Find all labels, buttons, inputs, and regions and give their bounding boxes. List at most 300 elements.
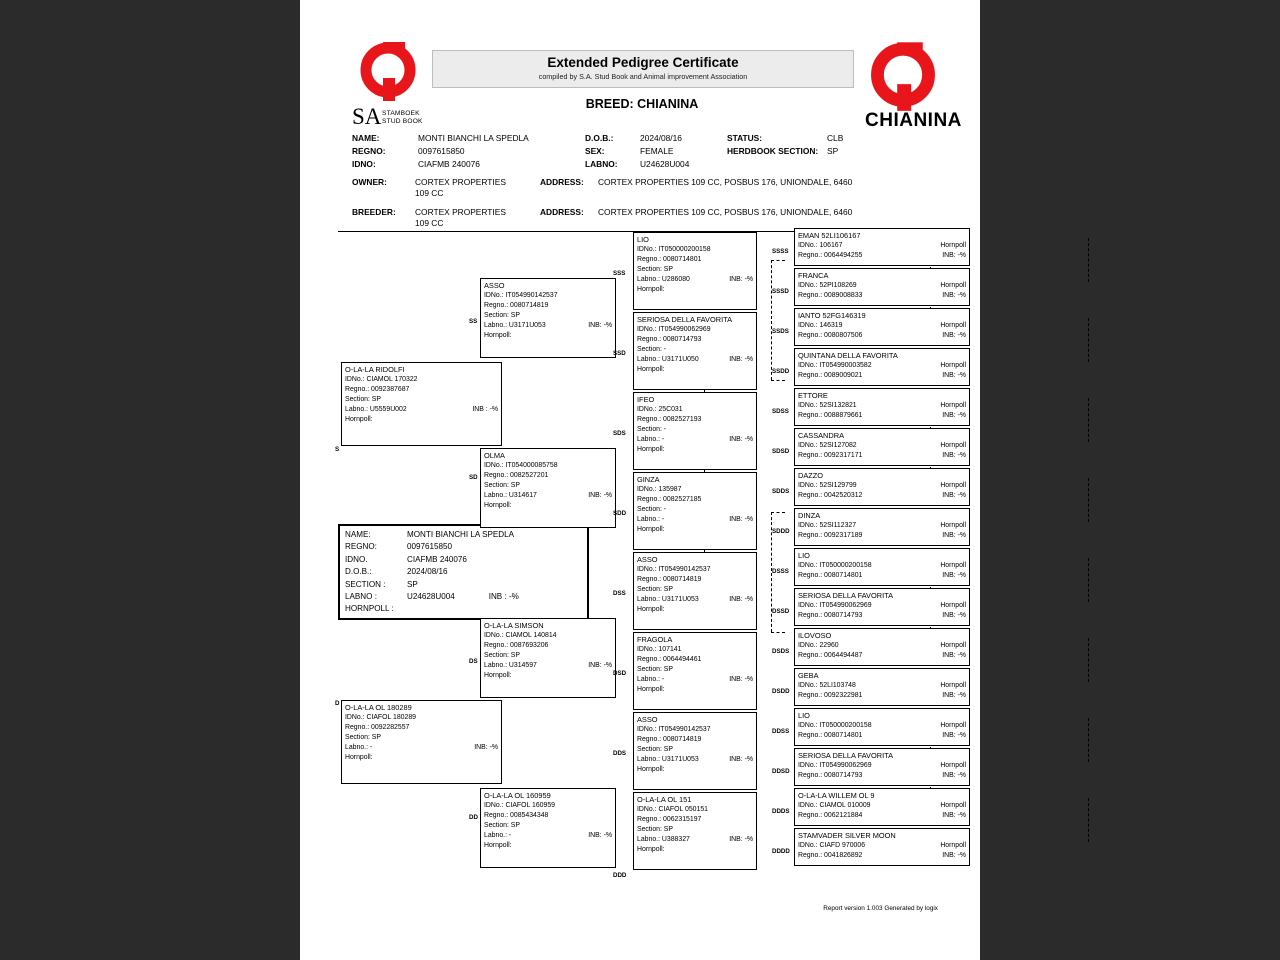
breed-line: BREED: CHIANINA [585,97,699,111]
idno-label: IDNO: [352,159,376,169]
ancestor-box-sdd [633,472,757,550]
ancestor-inb: INB: -% [942,532,966,539]
ancestor-idno: IDNo.: IT054000085758 [484,462,558,469]
gen4-code-ddds: DDDS [772,808,790,815]
ancestor-hornpoll: Hornpoll [940,762,966,769]
title-banner [432,50,854,88]
connector [1088,238,1089,282]
gen4-code-ddsd: DDSD [772,768,790,775]
ancestor-name: GEBA [798,671,819,680]
report-footer: Report version 1.003 Generated by logix [823,905,938,912]
ancestor-hornpoll: Hornpoll: [484,332,512,339]
ancestor-name: IANTO 52FG146319 [798,311,866,320]
ancestor-inb: INB: -% [588,662,612,669]
gen3-code-sdd: SDD [613,510,627,517]
regno-value: 0097615850 [418,146,465,156]
ancestor-box-s [341,362,502,446]
subject-value: MONTI BIANCHI LA SPEDLA [407,530,515,539]
ancestor-inb: INB: -% [729,596,753,603]
ancestor-idno: IDNo.: IT050000200158 [798,722,872,729]
ancestor-inb: INB: -% [942,692,966,699]
name-label: NAME: [352,133,380,143]
ancestor-regno: Regno.: 0042520312 [798,492,863,499]
ancestor-box-d [341,700,502,784]
ancestor-hornpoll: Hornpoll [940,442,966,449]
ancestor-labno: Labno.: - [484,832,512,839]
ancestor-name: O-LA-LA WILLEM OL 9 [798,791,875,800]
ancestor-idno: IDNo.: 52LI103748 [798,682,856,689]
ancestor-inb: INB: -% [942,332,966,339]
sa-logo-left-icon [358,40,418,102]
regno-label: REGNO: [352,146,386,156]
ancestor-box-ssdd [794,348,970,386]
ancestor-idno: IDNo.: IT054990062969 [637,326,711,333]
ancestor-inb: INB: -% [729,516,753,523]
ancestor-regno: Regno.: 0082527185 [637,496,702,503]
ancestor-idno: IDNo.: CIAMOL 170322 [345,376,418,383]
ancestor-name: LIO [637,235,649,244]
ancestor-idno: IDNo.: 146319 [798,322,843,329]
ancestor-hornpoll: Hornpoll [940,682,966,689]
ancestor-hornpoll: Hornpoll: [484,672,512,679]
subject-inb: INB : -% [488,592,519,602]
breeder-address-label: ADDRESS: [540,207,584,217]
gen1-code-d: D [335,700,340,707]
subject-key: LABNO : [345,592,377,602]
ancestor-labno: Labno.: - [637,436,665,443]
ancestor-hornpoll: Hornpoll: [637,766,665,773]
owner-address-label: ADDRESS: [540,177,584,187]
ancestor-box-sssd [794,268,970,306]
page-title: Extended Pedigree Certificate [547,55,739,70]
ancestor-inb: INB : -% [472,406,498,413]
gen3-code-ddd: DDD [613,872,627,879]
ancestor-box-ddds [794,788,970,826]
ancestor-regno: Regno.: 0080714801 [637,256,702,263]
breeder-value: CORTEX PROPERTIES 109 CC [415,207,506,228]
ancestor-box-sdsd [794,428,970,466]
connector [771,260,785,261]
sex-value: FEMALE [640,146,674,156]
ancestor-name: GINZA [637,475,660,484]
subject-box [338,524,589,620]
ancestor-labno: Labno.: U314597 [484,662,537,669]
ancestor-section: Section: SP [637,666,674,673]
ancestor-idno: IDNo.: CIAMOL 140814 [484,632,557,639]
ancestor-idno: IDNo.: IT054990142537 [484,292,558,299]
ancestor-hornpoll: Hornpoll [940,562,966,569]
ancestor-hornpoll: Hornpoll: [484,502,512,509]
ancestor-box-ssd [633,312,757,390]
connector [1088,718,1089,762]
ancestor-labno: Labno.: U3171U050 [637,356,699,363]
ancestor-box-ssss [794,228,970,266]
ancestor-idno: IDNo.: 52SI132821 [798,402,857,409]
ancestor-box-ddd [633,792,757,870]
ancestor-name: IFEO [637,395,655,404]
ancestor-hornpoll: Hornpoll: [637,606,665,613]
ancestor-inb: INB: -% [942,452,966,459]
ancestor-name: SERIOSA DELLA FAVORITA [798,751,894,760]
subject-value: CIAFMB 240076 [407,554,467,564]
sa-stamboek-label: STAMBOEK [382,110,420,117]
owner-address-value: CORTEX PROPERTIES 109 CC, POSBUS 176, UNIONDALE, 6460 [598,177,853,187]
ancestor-regno: Regno.: 0062121884 [798,812,863,819]
ancestor-idno: IDNo.: CIAFOL 180289 [345,714,416,721]
ancestor-idno: IDNo.: IT054990142537 [637,566,711,573]
ancestor-section: Section: SP [345,734,382,741]
gen3-code-dds: DDS [613,750,627,757]
connector [1088,798,1089,842]
ancestor-name: SERIOSA DELLA FAVORITA [637,315,733,324]
ancestor-regno: Regno.: 0080714819 [484,302,549,309]
ancestor-regno: Regno.: 0080714793 [637,336,702,343]
ancestor-section: Section: - [637,346,667,353]
connector [1088,398,1089,442]
ancestor-name: O-LA-LA OL 180289 [345,703,412,712]
ancestor-hornpoll: Hornpoll [940,642,966,649]
ancestor-inb: INB: -% [942,612,966,619]
ancestor-name: LIO [798,711,810,720]
ancestor-box-sddd [794,508,970,546]
ancestor-idno: IDNo.: 52SI127082 [798,442,857,449]
ancestor-regno: Regno.: 0041826892 [798,852,863,859]
ancestor-hornpoll: Hornpoll [940,802,966,809]
ancestor-name: O-LA-LA SIMSON [484,621,544,630]
ancestor-idno: IDNo.: CIAFOL 050151 [637,806,708,813]
subject-value: 2024/08/16 [407,567,448,577]
ancestor-hornpoll: Hornpoll: [345,754,373,761]
ancestor-box-ssds [794,308,970,346]
ancestor-inb: INB: -% [588,322,612,329]
ancestor-regno: Regno.: 0062315197 [637,816,702,823]
ancestor-idno: IDNo.: 25C031 [637,406,683,413]
herdbook-label: HERDBOOK SECTION: [727,146,819,156]
ancestor-regno: Regno.: 0085434348 [484,812,549,819]
sa-monogram: SA [352,104,382,129]
ancestor-hornpoll: Hornpoll [940,722,966,729]
ancestor-idno: IDNo.: IT054990062969 [798,602,872,609]
subject-key: NAME: [345,530,371,539]
ancestor-name: DINZA [798,511,821,520]
ancestor-hornpoll: Hornpoll [940,602,966,609]
subject-row [345,579,582,591]
ancestor-inb: INB: -% [729,676,753,683]
ancestor-hornpoll: Hornpoll [940,482,966,489]
ancestor-box-dsss [794,548,970,586]
ancestor-regno: Regno.: 0092317189 [798,532,863,539]
ancestor-hornpoll: Hornpoll: [637,526,665,533]
ancestor-box-ds [480,618,616,698]
ancestor-idno: IDNo.: 52SI129799 [798,482,857,489]
connector [1088,478,1089,522]
connector [1088,638,1089,682]
ancestor-box-dsds [794,628,970,666]
ancestor-box-dsd [633,632,757,710]
certificate-page [300,0,980,960]
ancestor-name: CASSANDRA [798,431,844,440]
connector [771,380,785,381]
ancestor-name: DAZZO [798,471,824,480]
ancestor-inb: INB: -% [729,436,753,443]
ancestor-name: FRAGOLA [637,635,673,644]
owner-label: OWNER: [352,177,387,187]
ancestor-idno: IDNo.: CIAFOL 160959 [484,802,555,809]
ancestor-labno: Labno.: - [637,676,665,683]
ancestor-regno: Regno.: 0092317171 [798,452,863,459]
ancestor-box-dss [633,552,757,630]
gen4-code-ssds: SSDS [772,328,789,335]
subject-value: U24628U004 [407,592,455,602]
ancestor-inb: INB: -% [942,732,966,739]
ancestor-idno: IDNo.: IT050000200158 [798,562,872,569]
status-value: CLB [827,133,844,143]
gen4-code-sssd: SSSD [772,288,789,295]
subject-key: SECTION : [345,579,386,589]
ancestor-regno: Regno.: 0080714819 [637,736,702,743]
dob-value: 2024/08/16 [640,133,682,143]
ancestor-inb: INB: -% [729,356,753,363]
gen4-code-dssd: DSSD [772,608,790,615]
gen4-code-sdsd: SDSD [772,448,790,455]
ancestor-inb: INB: -% [942,812,966,819]
ancestor-idno: IDNo.: IT050000200158 [637,246,711,253]
ancestor-labno: Labno.: - [637,516,665,523]
ancestor-idno: IDNo.: IT054990062969 [798,762,872,769]
ancestor-name: FRANCA [798,271,829,280]
ancestor-name: OLMA [484,451,505,460]
ancestor-regno: Regno.: 0080714793 [798,772,863,779]
gen4-code-dsdd: DSDD [772,688,790,695]
ancestor-section: Section: SP [345,396,382,403]
ancestor-labno: Labno.: U3171U053 [637,756,699,763]
ancestor-regno: Regno.: 0089009021 [798,372,863,379]
ancestor-hornpoll: Hornpoll [940,282,966,289]
gen4-code-dsds: DSDS [772,648,790,655]
sa-logo-right-icon [868,40,938,112]
ancestor-regno: Regno.: 0082527193 [637,416,702,423]
ancestor-name: O-LA-LA OL 151 [637,795,692,804]
ancestor-labno: Labno.: U286080 [637,276,690,283]
ancestor-inb: INB: -% [942,412,966,419]
ancestor-idno: IDNo.: 135987 [637,486,682,493]
ancestor-name: ASSO [637,715,658,724]
ancestor-box-sds [633,392,757,470]
ancestor-inb: INB: -% [942,572,966,579]
ancestor-hornpoll: Hornpoll: [637,286,665,293]
ancestor-inb: INB: -% [588,492,612,499]
ancestor-hornpoll: Hornpoll: [637,846,665,853]
ancestor-inb: INB: -% [942,372,966,379]
ancestor-name: ASSO [484,281,505,290]
ancestor-regno: Regno.: 0082527201 [484,472,549,479]
ancestor-inb: INB: -% [942,652,966,659]
ancestor-box-dds [633,712,757,790]
ancestor-hornpoll: Hornpoll [940,842,966,849]
ancestor-inb: INB: -% [588,832,612,839]
ancestor-inb: INB: -% [942,252,966,259]
ancestor-idno: IDNo.: 52PI108269 [798,282,857,289]
ancestor-regno: Regno.: 0092387687 [345,386,410,393]
gen4-code-sddd: SDDD [772,528,790,535]
ancestor-hornpoll: Hornpoll: [484,842,512,849]
gen4-code-ssss: SSSS [772,248,789,255]
ancestor-section: Section: SP [637,826,674,833]
ancestor-name: EMAN 52LI106167 [798,231,861,240]
breeder-label: BREEDER: [352,207,396,217]
dob-label: D.O.B.: [585,133,614,143]
ancestor-inb: INB: -% [942,492,966,499]
subject-row [345,591,582,603]
ancestor-labno: Labno.: U388327 [637,836,690,843]
ancestor-labno: Labno.: - [345,744,373,751]
ancestor-idno: IDNo.: CIAMOL 010009 [798,802,871,809]
ancestor-inb: INB: -% [729,836,753,843]
ancestor-inb: INB: -% [942,772,966,779]
subject-key: REGNO: [345,542,377,552]
subject-key: D.O.B.: [345,567,372,577]
gen2-code-sd: SD [469,474,478,481]
ancestor-labno: Labno.: U314617 [484,492,537,499]
gen3-code-dss: DSS [613,590,626,597]
ancestor-box-dsdd [794,668,970,706]
ancestor-name: LIO [798,551,810,560]
ancestor-section: Section: SP [637,586,674,593]
ancestor-hornpoll: Hornpoll: [637,686,665,693]
ancestor-regno: Regno.: 0092322981 [798,692,863,699]
status-label: STATUS: [727,133,763,143]
labno-value: U24628U004 [640,159,690,169]
ancestor-section: Section: SP [484,312,521,319]
ancestor-section: Section: SP [484,822,521,829]
connector [771,632,785,633]
gen2-code-dd: DD [469,814,478,821]
ancestor-hornpoll: Hornpoll [940,322,966,329]
ancestor-hornpoll: Hornpoll: [345,416,373,423]
ancestor-name: ASSO [637,555,658,564]
subject-row [345,529,582,541]
ancestor-name: STAMVADER SILVER MOON [798,831,896,840]
subject-row [345,566,582,578]
ancestor-idno: IDNo.: 52SI112327 [798,522,857,529]
gen4-code-ssdd: SSDD [772,368,790,375]
ancestor-section: Section: SP [484,652,521,659]
ancestor-hornpoll: Hornpoll: [637,366,665,373]
ancestor-box-ss [480,278,616,358]
ancestor-hornpoll: Hornpoll [940,402,966,409]
sex-label: SEX: [585,146,605,156]
idno-value: CIAFMB 240076 [418,159,480,169]
ancestor-name: ETTORE [798,391,828,400]
ancestor-box-sdds [794,468,970,506]
gen4-code-sdds: SDDS [772,488,790,495]
owner-value: CORTEX PROPERTIES 109 CC [415,177,506,198]
breeder-address-value: CORTEX PROPERTIES 109 CC, POSBUS 176, UNIONDALE, 6460 [598,207,853,217]
ancestor-box-sd [480,448,616,528]
ancestor-name: QUINTANA DELLA FAVORITA [798,351,898,360]
ancestor-section: Section: - [637,426,667,433]
ancestor-inb: INB: -% [942,852,966,859]
ancestor-hornpoll: Hornpoll: [637,446,665,453]
sa-studbook-label: STUD BOOK [382,118,423,125]
ancestor-section: Section: SP [637,746,674,753]
ancestor-name: O-LA-LA OL 160959 [484,791,551,800]
ancestor-section: Section: - [637,506,667,513]
ancestor-box-ddss [794,708,970,746]
gen4-code-ddss: DDSS [772,728,790,735]
subject-row [345,603,582,615]
ancestor-idno: IDNo.: 106167 [798,242,843,249]
ancestor-regno: Regno.: 0080714819 [637,576,702,583]
ancestor-name: ILOVOSO [798,631,832,640]
subject-row [345,554,582,566]
ancestor-idno: IDNo.: 107141 [637,646,682,653]
ancestor-hornpoll: Hornpoll [940,242,966,249]
ancestor-regno: Regno.: 0064494487 [798,652,863,659]
ancestor-box-dssd [794,588,970,626]
ancestor-section: Section: SP [484,482,521,489]
subject-value: 0097615850 [407,542,453,552]
gen3-code-ssd: SSD [613,350,626,357]
ancestor-labno: Labno.: U3171U053 [484,322,546,329]
ancestor-inb: INB: -% [474,744,498,751]
ancestor-labno: Labno.: U3171U053 [637,596,699,603]
subject-key: IDNO. [345,554,368,564]
ancestor-regno: Regno.: 0064494461 [637,656,702,663]
ancestor-box-sss [633,232,757,310]
gen3-code-sss: SSS [613,270,626,277]
gen4-code-sdss: SDSS [772,408,789,415]
ancestor-idno: IDNo.: IT054990142537 [637,726,711,733]
ancestor-box-ddsd [794,748,970,786]
gen2-code-ds: DS [469,658,478,665]
breed-logo-text: CHIANINA [865,110,962,131]
gen4-code-dddd: DDDD [772,848,790,855]
gen4-code-dsss: DSSS [772,568,789,575]
gen1-code-s: S [335,446,340,453]
gen3-code-dsd: DSD [613,670,627,677]
subject-key: HORNPOLL : [345,604,394,614]
connector [1088,558,1089,602]
ancestor-regno: Regno.: 0080714793 [798,612,863,619]
document-body [300,0,980,960]
ancestor-inb: INB: -% [729,276,753,283]
ancestor-box-sdss [794,388,970,426]
connector [771,260,772,380]
gen3-code-sds: SDS [613,430,626,437]
ancestor-regno: Regno.: 0089008833 [798,292,863,299]
ancestor-regno: Regno.: 0092282557 [345,724,410,731]
subject-value: SP [407,579,418,589]
ancestor-name: SERIOSA DELLA FAVORITA [798,591,894,600]
ancestor-box-dd [480,788,616,868]
ancestor-hornpoll: Hornpoll [940,362,966,369]
name-value: MONTI BIANCHI LA SPEDLA [418,133,529,143]
ancestor-regno: Regno.: 0064494255 [798,252,863,259]
ancestor-regno: Regno.: 0080714801 [798,732,863,739]
ancestor-inb: INB: -% [729,756,753,763]
ancestor-labno: Labno.: U5559U002 [345,406,407,413]
ancestor-regno: Regno.: 0080714801 [798,572,863,579]
ancestor-idno: IDNo.: IT054990003582 [798,362,872,369]
page-subtitle: compiled by S.A. Stud Book and Animal improvement Association [538,72,748,81]
ancestor-regno: Regno.: 0080807506 [798,332,863,339]
ancestor-regno: Regno.: 0087693206 [484,642,549,649]
ancestor-regno: Regno.: 0088879661 [798,412,863,419]
ancestor-hornpoll: Hornpoll [940,522,966,529]
ancestor-inb: INB: -% [942,292,966,299]
labno-label: LABNO: [585,159,618,169]
